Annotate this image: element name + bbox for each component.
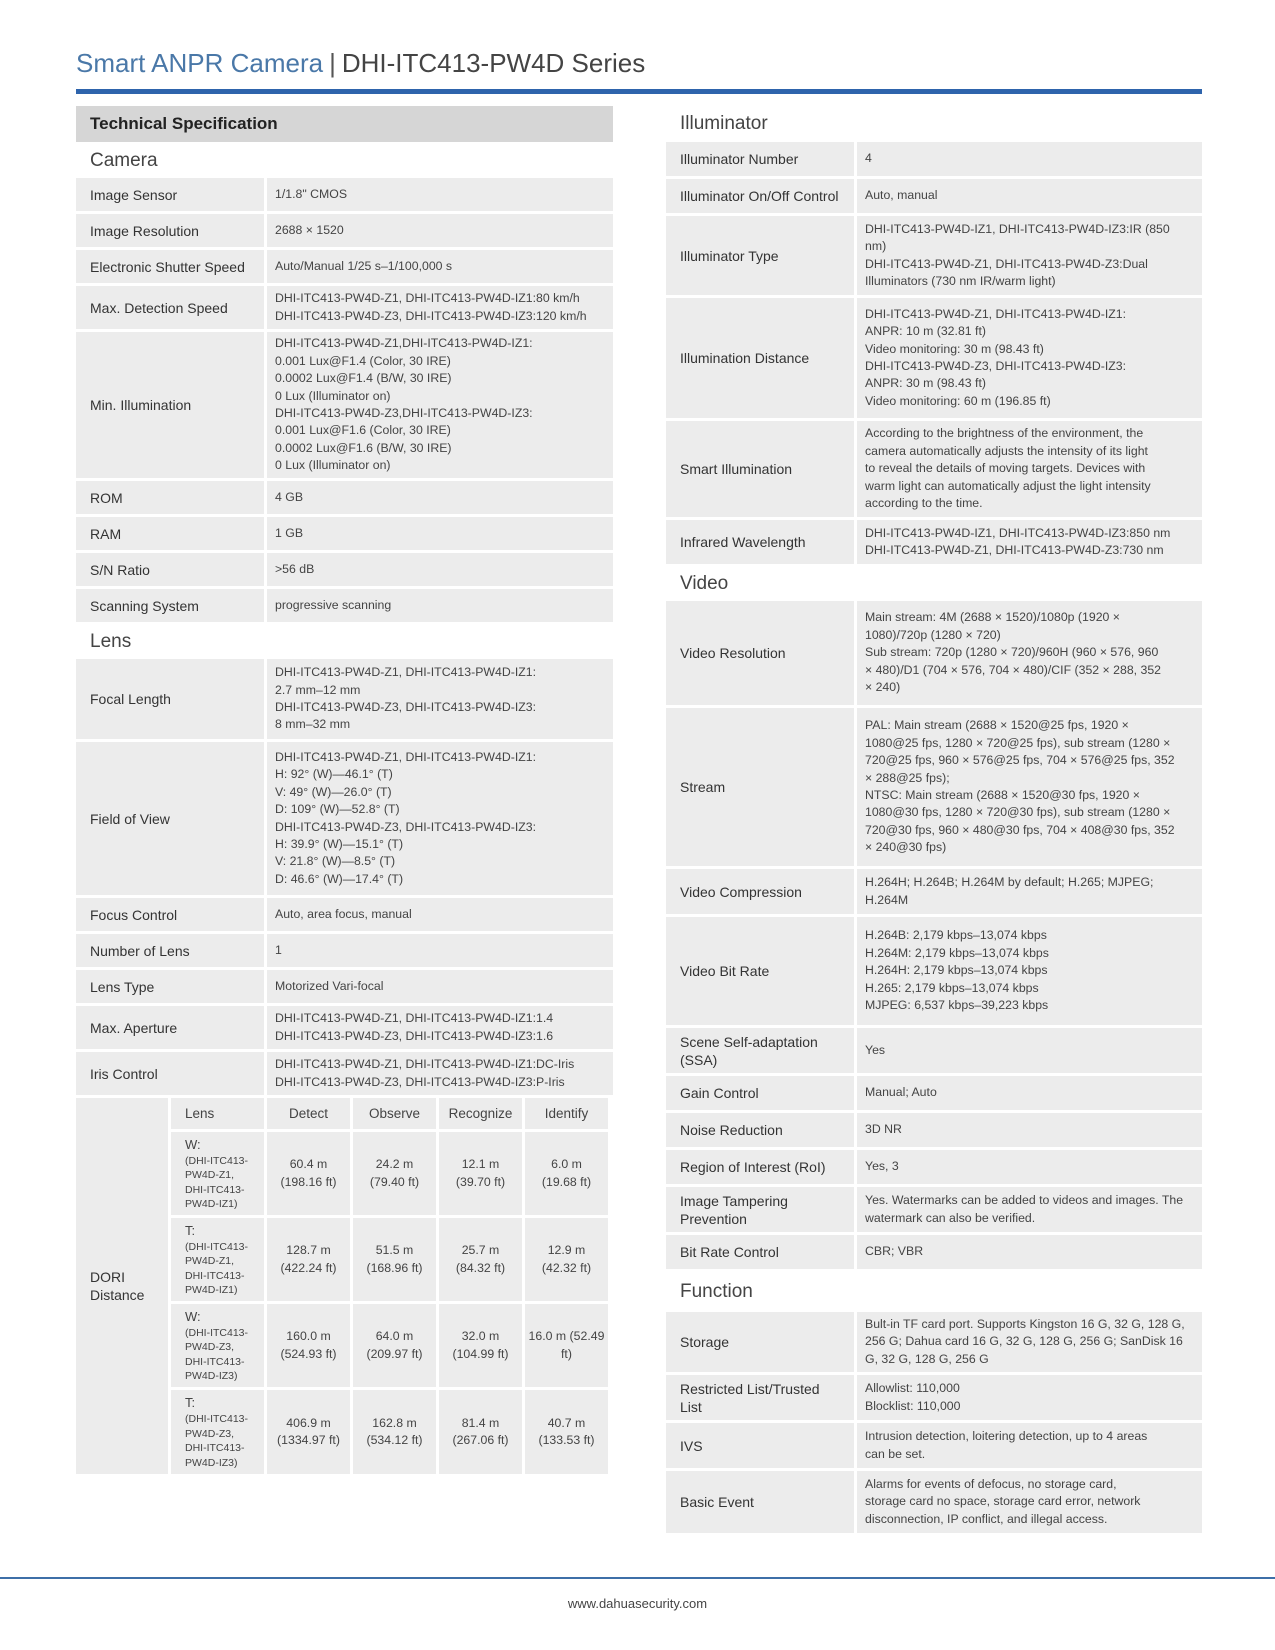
spec-row <box>666 1375 1202 1420</box>
spec-label: S/N Ratio <box>76 553 264 586</box>
dori-identify-value: 16.0 m (52.49 ft) <box>525 1304 608 1387</box>
spec-label: Video Compression <box>666 869 854 914</box>
dori-row <box>171 1304 613 1387</box>
spec-row <box>76 178 613 211</box>
dori-recognize-value: 25.7 m (84.32 ft) <box>439 1218 522 1301</box>
spec-label: ROM <box>76 481 264 514</box>
spec-row <box>666 1150 1202 1184</box>
dori-observe-value: 24.2 m (79.40 ft) <box>353 1132 436 1215</box>
dori-detect-value: 128.7 m (422.24 ft) <box>267 1218 350 1301</box>
spec-label: Electronic Shutter Speed <box>76 250 264 283</box>
spec-value: DHI-ITC413-PW4D-Z1, DHI-ITC413-PW4D-IZ1: H: 92° (W)—46.1° (T) V: 49° (W)—26.0° (T) D: 109° (W)—52.8° (T) DHI-ITC413-PW4D-Z3, DHI-ITC413-PW4D-IZ3: H: 39.9° (W)—15.1° (T) V: 21.8° (W)—8.5° (T) D: 46.6° (W)—17.4° (T) <box>267 742 613 895</box>
dori-distance-table <box>76 1098 613 1477</box>
spec-value: DHI-ITC413-PW4D-Z1, DHI-ITC413-PW4D-IZ1: 2.7 mm–12 mm DHI-ITC413-PW4D-Z3, DHI-ITC413-PW4D-IZ3: 8 mm–32 mm <box>267 659 613 739</box>
spec-value: Motorized Vari-focal <box>267 970 613 1003</box>
spec-value: DHI-ITC413-PW4D-Z1, DHI-ITC413-PW4D-IZ1: ANPR: 10 m (32.81 ft) Video monitoring: 30 m (98.43 ft) DHI-ITC413-PW4D-Z3, DHI-ITC413-PW4D-IZ3: ANPR: 30 m (98.43 ft) Video monitoring: 60 m (196.85 ft) <box>857 298 1202 418</box>
spec-label: Infrared Wavelength <box>666 520 854 564</box>
spec-row <box>666 1423 1202 1468</box>
spec-value: Alarms for events of defocus, no storage card, storage card no space, storage card error, network disconnection, IP conflict, and illegal access. <box>857 1471 1202 1533</box>
spec-value: H.264H; H.264B; H.264M by default; H.265; MJPEG; H.264M <box>857 869 1202 914</box>
spec-label: Restricted List/Trusted List <box>666 1375 854 1420</box>
document-header <box>76 46 645 80</box>
spec-value: DHI-ITC413-PW4D-IZ1, DHI-ITC413-PW4D-IZ3:IR (850 nm) DHI-ITC413-PW4D-Z1, DHI-ITC413-PW4D-Z3:Dual Illuminators (730 nm IR/warm light) <box>857 216 1202 295</box>
spec-value: Manual; Auto <box>857 1076 1202 1110</box>
spec-label: Illuminator Type <box>666 216 854 295</box>
dori-recognize-value: 81.4 m (267.06 ft) <box>439 1390 522 1474</box>
spec-value: DHI-ITC413-PW4D-Z1,DHI-ITC413-PW4D-IZ1: 0.001 Lux@F1.4 (Color, 30 IRE) 0.0002 Lux@F1.4 (B/W, 30 IRE) 0 Lux (Illuminator on) DHI-ITC413-PW4D-Z3,DHI-ITC413-PW4D-IZ3: 0.001 Lux@F1.6 (Color, 30 IRE) 0.0002 Lux@F1.6 (B/W, 30 IRE) 0 Lux (Illuminator on) <box>267 332 613 478</box>
dori-lens-position: T: <box>185 1395 196 1410</box>
spec-label: Gain Control <box>666 1076 854 1110</box>
section-camera-title: Camera <box>90 150 158 171</box>
spec-value: Auto, area focus, manual <box>267 898 613 931</box>
spec-value: >56 dB <box>267 553 613 586</box>
dori-header-observe: Observe <box>353 1098 436 1129</box>
spec-row <box>76 1006 613 1049</box>
spec-row <box>76 332 613 478</box>
dori-distance-label: DORI Distance <box>76 1098 168 1474</box>
spec-value: progressive scanning <box>267 589 613 622</box>
dori-row <box>171 1218 613 1301</box>
spec-label: Illuminator On/Off Control <box>666 179 854 213</box>
spec-label: Focal Length <box>76 659 264 739</box>
function-spec-table <box>666 1312 1202 1533</box>
spec-label: Stream <box>666 708 854 866</box>
spec-row <box>666 917 1202 1025</box>
left-column <box>76 106 613 1477</box>
dori-detect-value: 406.9 m (1334.97 ft) <box>267 1390 350 1474</box>
dori-header-detect: Detect <box>267 1098 350 1129</box>
dori-lens-cell <box>171 1390 264 1474</box>
dori-grid <box>171 1098 613 1477</box>
spec-row <box>666 601 1202 705</box>
dori-detect-value: 60.4 m (198.16 ft) <box>267 1132 350 1215</box>
dori-observe-value: 64.0 m (209.97 ft) <box>353 1304 436 1387</box>
header-separator: | <box>329 48 336 78</box>
spec-label: IVS <box>666 1423 854 1468</box>
spec-value: Yes. Watermarks can be added to videos and images. The watermark can also be verified. <box>857 1187 1202 1232</box>
dori-lens-position: T: <box>185 1222 196 1238</box>
spec-label: Storage <box>666 1312 854 1372</box>
dori-identify-value: 6.0 m (19.68 ft) <box>525 1132 608 1215</box>
spec-label: Bit Rate Control <box>666 1235 854 1269</box>
dori-header-recognize: Recognize <box>439 1098 522 1129</box>
dori-observe-value: 51.5 m (168.96 ft) <box>353 1218 436 1301</box>
spec-row <box>666 1235 1202 1269</box>
dori-identify-value: 12.9 m (42.32 ft) <box>525 1218 608 1301</box>
spec-label: Noise Reduction <box>666 1113 854 1147</box>
spec-row <box>666 1028 1202 1073</box>
spec-row <box>666 1113 1202 1147</box>
spec-label: Illuminator Number <box>666 142 854 176</box>
spec-label: Smart Illumination <box>666 421 854 517</box>
spec-row <box>666 520 1202 564</box>
illuminator-spec-table <box>666 142 1202 564</box>
dori-lens-cell <box>171 1218 264 1301</box>
dori-recognize-value: 32.0 m (104.99 ft) <box>439 1304 522 1387</box>
section-video-title: Video <box>680 573 729 594</box>
spec-row <box>76 517 613 550</box>
spec-row <box>76 970 613 1003</box>
spec-label: Lens Type <box>76 970 264 1003</box>
spec-label: Min. Illumination <box>76 332 264 478</box>
spec-row <box>666 1312 1202 1372</box>
product-model-series: DHI-ITC413-PW4D Series <box>341 48 646 78</box>
spec-row <box>76 214 613 247</box>
spec-value: DHI-ITC413-PW4D-IZ1, DHI-ITC413-PW4D-IZ3:850 nm DHI-ITC413-PW4D-Z1, DHI-ITC413-PW4D-Z3:730 nm <box>857 520 1202 564</box>
spec-label: Image Tampering Prevention <box>666 1187 854 1232</box>
spec-row <box>666 216 1202 295</box>
spec-label: Video Resolution <box>666 601 854 705</box>
spec-row <box>76 286 613 329</box>
spec-row <box>666 1471 1202 1533</box>
spec-value: Auto/Manual 1/25 s–1/100,000 s <box>267 250 613 283</box>
dori-lens-cell <box>171 1132 264 1215</box>
right-column <box>666 106 1202 1536</box>
spec-value: 1 GB <box>267 517 613 550</box>
spec-value: 1/1.8" CMOS <box>267 178 613 211</box>
dori-lens-models: (DHI-ITC413- PW4D-Z3, DHI-ITC413- PW4D-IZ3) <box>185 1413 249 1469</box>
video-spec-table <box>666 601 1202 1269</box>
spec-value: Bult-in TF card port. Supports Kingston 16 G, 32 G, 128 G, 256 G; Dahua card 16 G, 32 G, 128 G, 256 G; SanDisk 16 G, 32 G, 128 G, 256 G <box>857 1312 1202 1372</box>
spec-row <box>666 179 1202 213</box>
spec-value: DHI-ITC413-PW4D-Z1, DHI-ITC413-PW4D-IZ1:DC-Iris DHI-ITC413-PW4D-Z3, DHI-ITC413-PW4D-IZ3:P-Iris <box>267 1052 613 1095</box>
spec-row <box>76 481 613 514</box>
spec-label: Video Bit Rate <box>666 917 854 1025</box>
spec-value: PAL: Main stream (2688 × 1520@25 fps, 1920 × 1080@25 fps, 1280 × 720@25 fps), sub stream (1280 × 720@25 fps, 960 × 576@25 fps, 704 × 576@25 fps, 352 × 288@25 fps); NTSC: Main stream (2688 × 1520@30 fps, 1920 × 1080@30 fps, 1280 × 720@30 fps), sub stream (1280 × 720@30 fps, 960 × 480@30 fps, 704 × 408@30 fps, 352 × 240@30 fps) <box>857 708 1202 866</box>
spec-row <box>666 1187 1202 1232</box>
spec-row <box>76 742 613 895</box>
spec-row <box>76 553 613 586</box>
dori-identify-value: 40.7 m (133.53 ft) <box>525 1390 608 1474</box>
camera-spec-table <box>76 178 613 622</box>
spec-value: Allowlist: 110,000 Blocklist: 110,000 <box>857 1375 1202 1420</box>
dori-lens-position: W: <box>185 1308 201 1324</box>
spec-label: Image Resolution <box>76 214 264 247</box>
spec-value: Intrusion detection, loitering detection, up to 4 areas can be set. <box>857 1423 1202 1468</box>
spec-row <box>666 142 1202 176</box>
spec-row <box>76 659 613 739</box>
spec-row <box>666 421 1202 517</box>
dori-detect-value: 160.0 m (524.93 ft) <box>267 1304 350 1387</box>
spec-label: Iris Control <box>76 1052 264 1095</box>
spec-value: Yes, 3 <box>857 1150 1202 1184</box>
spec-label: Max. Aperture <box>76 1006 264 1049</box>
spec-value: 2688 × 1520 <box>267 214 613 247</box>
spec-value: 4 <box>857 142 1202 176</box>
dori-header-identify: Identify <box>525 1098 608 1129</box>
dori-row <box>171 1132 613 1215</box>
dori-lens-cell <box>171 1304 264 1387</box>
spec-value: Auto, manual <box>857 179 1202 213</box>
spec-label: Scene Self-adaptation (SSA) <box>666 1028 854 1073</box>
dori-lens-position: W: <box>185 1136 201 1152</box>
spec-row <box>76 250 613 283</box>
section-function-title: Function <box>680 1281 753 1302</box>
spec-value: 1 <box>267 934 613 967</box>
spec-row <box>666 298 1202 418</box>
spec-row <box>76 1052 613 1095</box>
dori-header-lens: Lens <box>171 1098 264 1129</box>
spec-value: According to the brightness of the environment, the camera automatically adjusts the intensity of its light to reveal the details of moving targets. Devices with warm light can automatically adjust the light intensity according to the time. <box>857 421 1202 517</box>
spec-label: Image Sensor <box>76 178 264 211</box>
spec-value: DHI-ITC413-PW4D-Z1, DHI-ITC413-PW4D-IZ1:80 km/h DHI-ITC413-PW4D-Z3, DHI-ITC413-PW4D-IZ3:120 km/h <box>267 286 613 329</box>
section-lens-title: Lens <box>90 631 132 652</box>
dori-lens-models: (DHI-ITC413- PW4D-Z3, DHI-ITC413- PW4D-IZ3) <box>185 1326 249 1382</box>
spec-row <box>666 1076 1202 1110</box>
spec-value: H.264B: 2,179 kbps–13,074 kbps H.264M: 2,179 kbps–13,074 kbps H.264H: 2,179 kbps–13,074 kbps H.265: 2,179 kbps–13,074 kbps MJPEG: 6,537 kbps–39,223 kbps <box>857 917 1202 1025</box>
spec-value: Main stream: 4M (2688 × 1520)/1080p (1920 × 1080)/720p (1280 × 720) Sub stream: 720p (1280 × 720)/960H (960 × 576, 960 × 480)/D1 (704 × 576, 704 × 480)/CIF (352 × 288, 352 × 240) <box>857 601 1202 705</box>
spec-label: Basic Event <box>666 1471 854 1533</box>
header-rule <box>76 89 1202 94</box>
spec-value: 3D NR <box>857 1113 1202 1147</box>
spec-label: Field of View <box>76 742 264 895</box>
lens-spec-table <box>76 659 613 1095</box>
spec-value: CBR; VBR <box>857 1235 1202 1269</box>
footer-rule <box>0 1577 1275 1579</box>
spec-value: DHI-ITC413-PW4D-Z1, DHI-ITC413-PW4D-IZ1:1.4 DHI-ITC413-PW4D-Z3, DHI-ITC413-PW4D-IZ3:1.6 <box>267 1006 613 1049</box>
spec-label: Illumination Distance <box>666 298 854 418</box>
technical-specification-heading: Technical Specification <box>76 106 613 142</box>
spec-value: Yes <box>857 1028 1202 1073</box>
spec-row <box>76 934 613 967</box>
dori-row <box>171 1390 613 1474</box>
spec-value: 4 GB <box>267 481 613 514</box>
footer-url[interactable]: www.dahuasecurity.com <box>567 1596 708 1611</box>
spec-row <box>76 589 613 622</box>
dori-observe-value: 162.8 m (534.12 ft) <box>353 1390 436 1474</box>
product-brand-title: Smart ANPR Camera <box>76 48 324 78</box>
spec-label: Number of Lens <box>76 934 264 967</box>
spec-row <box>666 708 1202 866</box>
dori-lens-models: (DHI-ITC413- PW4D-Z1, DHI-ITC413- PW4D-IZ1) <box>185 1240 249 1296</box>
dori-lens-models: (DHI-ITC413- PW4D-Z1, DHI-ITC413- PW4D-IZ1) <box>185 1154 249 1210</box>
spec-row <box>666 869 1202 914</box>
spec-label: Focus Control <box>76 898 264 931</box>
spec-label: Scanning System <box>76 589 264 622</box>
spec-label: Max. Detection Speed <box>76 286 264 329</box>
spec-label: RAM <box>76 517 264 550</box>
spec-row <box>76 898 613 931</box>
spec-label: Region of Interest (RoI) <box>666 1150 854 1184</box>
dori-header-row <box>171 1098 613 1129</box>
dori-recognize-value: 12.1 m (39.70 ft) <box>439 1132 522 1215</box>
section-illuminator-title: Illuminator <box>680 113 768 134</box>
